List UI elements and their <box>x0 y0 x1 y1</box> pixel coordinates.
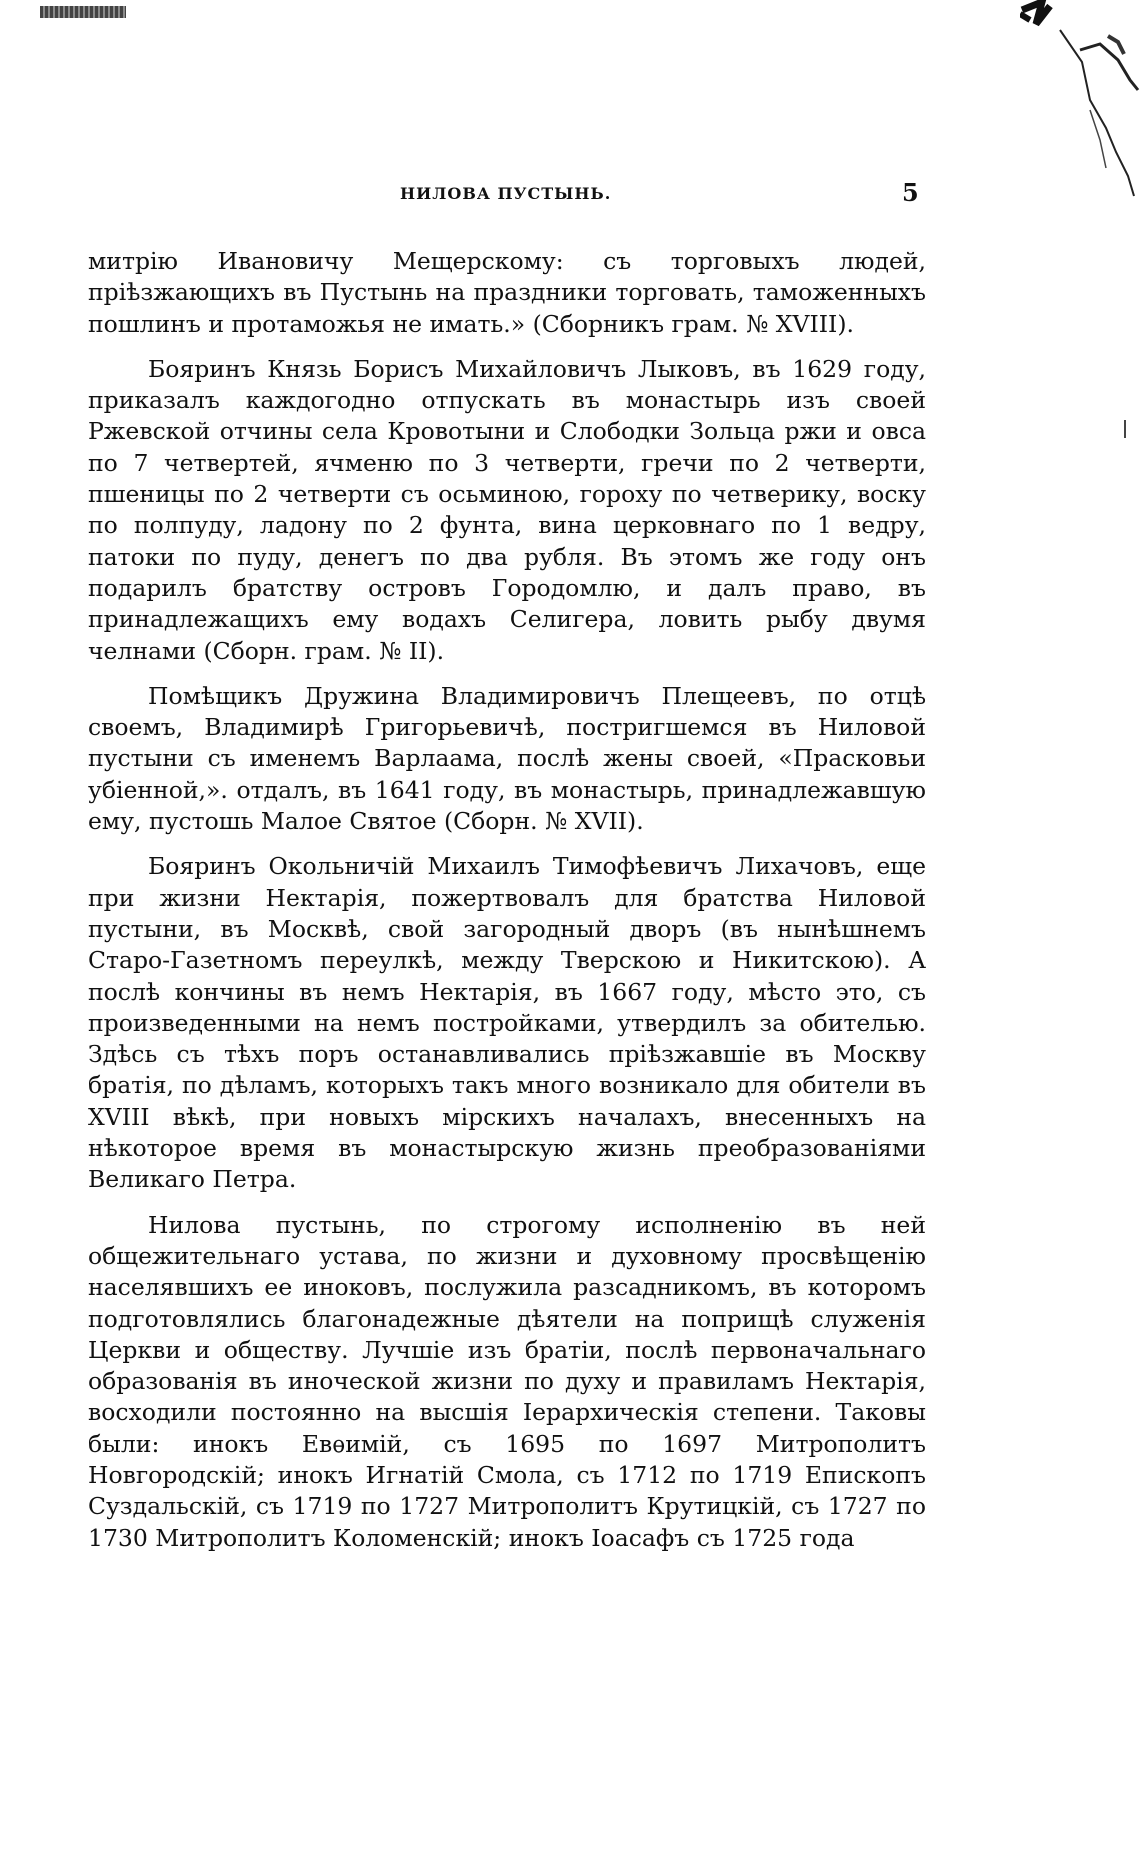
page-header <box>0 178 1140 218</box>
page-number: 5 <box>902 178 919 207</box>
running-head: НИЛОВА ПУСТЫНЬ. <box>400 184 612 203</box>
paragraph: Бояринъ Окольничій Михаилъ Тимофѣевичъ Лихачовъ, еще при жизни Нектарія, пожертвовалъ для братства Ниловой пустыни, въ Москвѣ, свой загородный дворъ (въ нынѣшнемъ Старо-Газетномъ переулкѣ, между Тверскою и Никитскою). А послѣ кончины въ немъ Нектарія, въ 1667 году, мѣсто это, съ произведенными на немъ постройками, утвердилъ за обителью. Здѣсь съ тѣхъ поръ останавливались пріѣзжавшіе въ Москву братія, по дѣламъ, которыхъ такъ много возникало для обители въ XVIII вѣкѣ, при новыхъ мірскихъ началахъ, внесенныхъ на нѣкоторое время въ монастырскую жизнь преобразованіями Великаго Петра. <box>88 852 926 1194</box>
paragraph: Нилова пустынь, по строгому исполненію въ ней общежительнаго устава, по жизни и духовному просвѣщенію населявшихъ ее иноковъ, послужила разсадникомъ, въ которомъ подготовлялись благонадежные дѣятели на поприщѣ служенія Церкви и обществу. Лучшіе изъ братіи, послѣ первоначальнаго образованія въ иноческой жизни по духу и правиламъ Нектарія, восходили постоянно на высшія Іерархическія степени. Таковы были: инокъ Евѳимій, съ 1695 по 1697 Митрополитъ Новгородскій; инокъ Игнатій Смола, съ 1712 по 1719 Епископъ Суздальскій, съ 1719 по 1727 Митрополитъ Крутицкій, съ 1727 по 1730 Митрополитъ Коломенскій; инокъ Іоасафъ съ 1725 года <box>88 1210 926 1552</box>
body-text <box>88 246 926 1568</box>
paragraph: Бояринъ Князь Борисъ Михайловичъ Лыковъ, въ 1629 году, приказалъ каждогодно отпускать въ монастырь изъ своей Ржевской отчины села Кровотыни и Слободки Зольца ржи и овса по 7 четвертей, ячменю по 3 четверти, гречи по 2 четверти, пшеницы по 2 четверти съ осьминою, гороху по четверику, воску по полпуду, ладону по 2 фунта, вина церковнаго по 1 ведру, патоки по пуду, денегъ по два рубля. Въ этомъ же году онъ подарилъ братству островъ Городомлю, и далъ право, въ принадлежащихъ ему водахъ Селигера, ловить рыбу двумя челнами (Сборн. грам. № II). <box>88 354 926 665</box>
paragraph: Помѣщикъ Дружина Владимировичъ Плещеевъ, по отцѣ своемъ, Владимирѣ Григорьевичѣ, постригшемся въ Ниловой пустыни съ именемъ Варлаама, послѣ жены своей, «Прасковьи убіенной,». отдалъ, въ 1641 году, въ монастырь, принадлежавшую ему, пустошь Малое Святое (Сборн. № XVII). <box>88 681 926 836</box>
margin-mark <box>1124 420 1126 438</box>
scan-artifact-mark <box>40 6 126 18</box>
paragraph: митрію Ивановичу Мещерскому: съ торговыхъ людей, пріѣзжающихъ въ Пустынь на праздники торговать, таможенныхъ пошлинъ и протаможья не имать.» (Сборникъ грам. № XVIII). <box>88 247 926 338</box>
